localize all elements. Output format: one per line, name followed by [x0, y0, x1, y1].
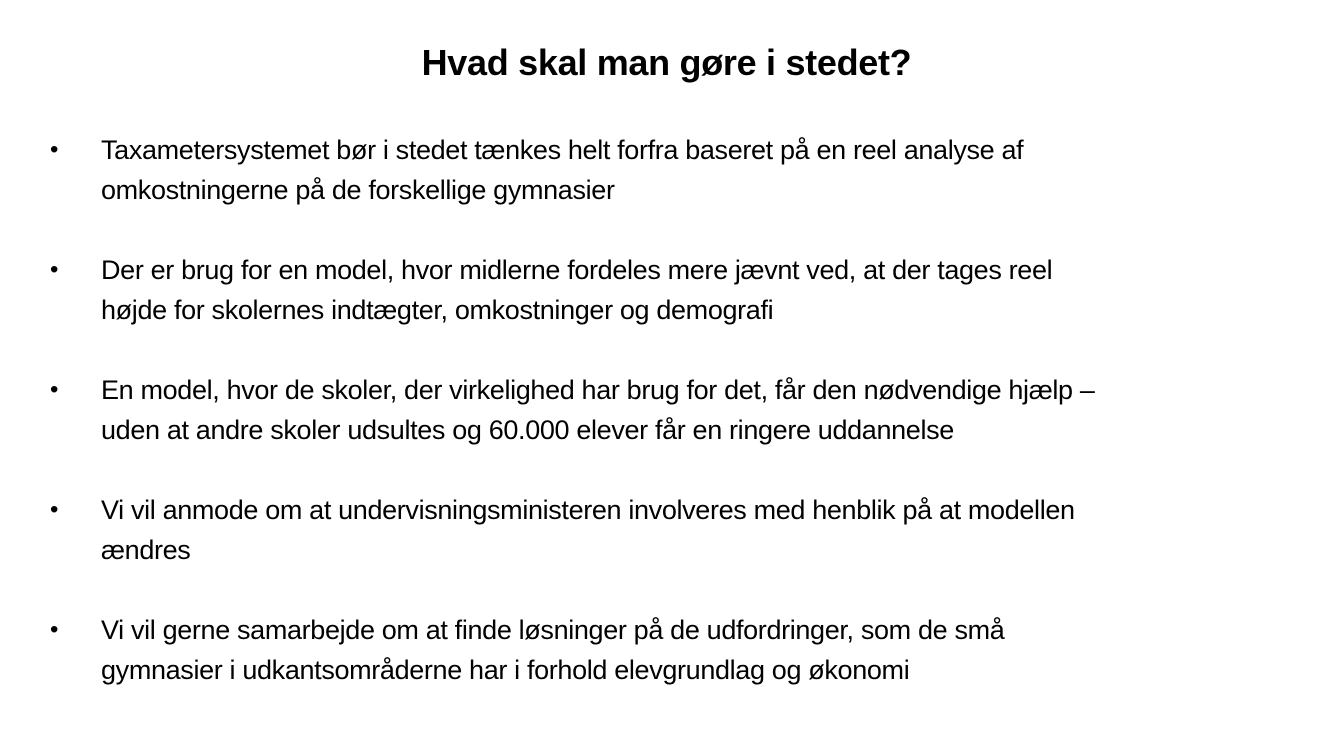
bullet-icon: •	[50, 256, 59, 283]
bullet-text: Taxametersystemet bør i stedet tænkes helt forfra baseret på en reel analyse af omkostningerne på de forskellige gymnasier	[101, 135, 1024, 205]
bullet-text: En model, hvor de skoler, der virkelighed har brug for det, får den nødvendige hjælp – uden at andre skoler udsultes og 60.000 elever får en ringere uddannelse	[101, 375, 1095, 445]
bullet-text: Vi vil anmode om at undervisningsministeren involveres med henblik på at modellen ændres	[101, 495, 1075, 565]
bullet-text: Vi vil gerne samarbejde om at finde løsninger på de udfordringer, som de små gymnasier i udkantsområderne har i forhold elevgrundlag og økonomi	[101, 615, 1005, 685]
bullet-text: Der er brug for en model, hvor midlerne fordeles mere jævnt ved, at der tages reel højde for skolernes indtægter, omkostninger og demografi	[101, 255, 1053, 325]
bullet-icon: •	[50, 376, 59, 403]
bullet-icon: •	[50, 496, 59, 523]
bullet-icon: •	[50, 136, 59, 163]
slide-title: Hvad skal man gøre i stedet?	[421, 42, 912, 83]
bullet-icon: •	[50, 616, 59, 643]
